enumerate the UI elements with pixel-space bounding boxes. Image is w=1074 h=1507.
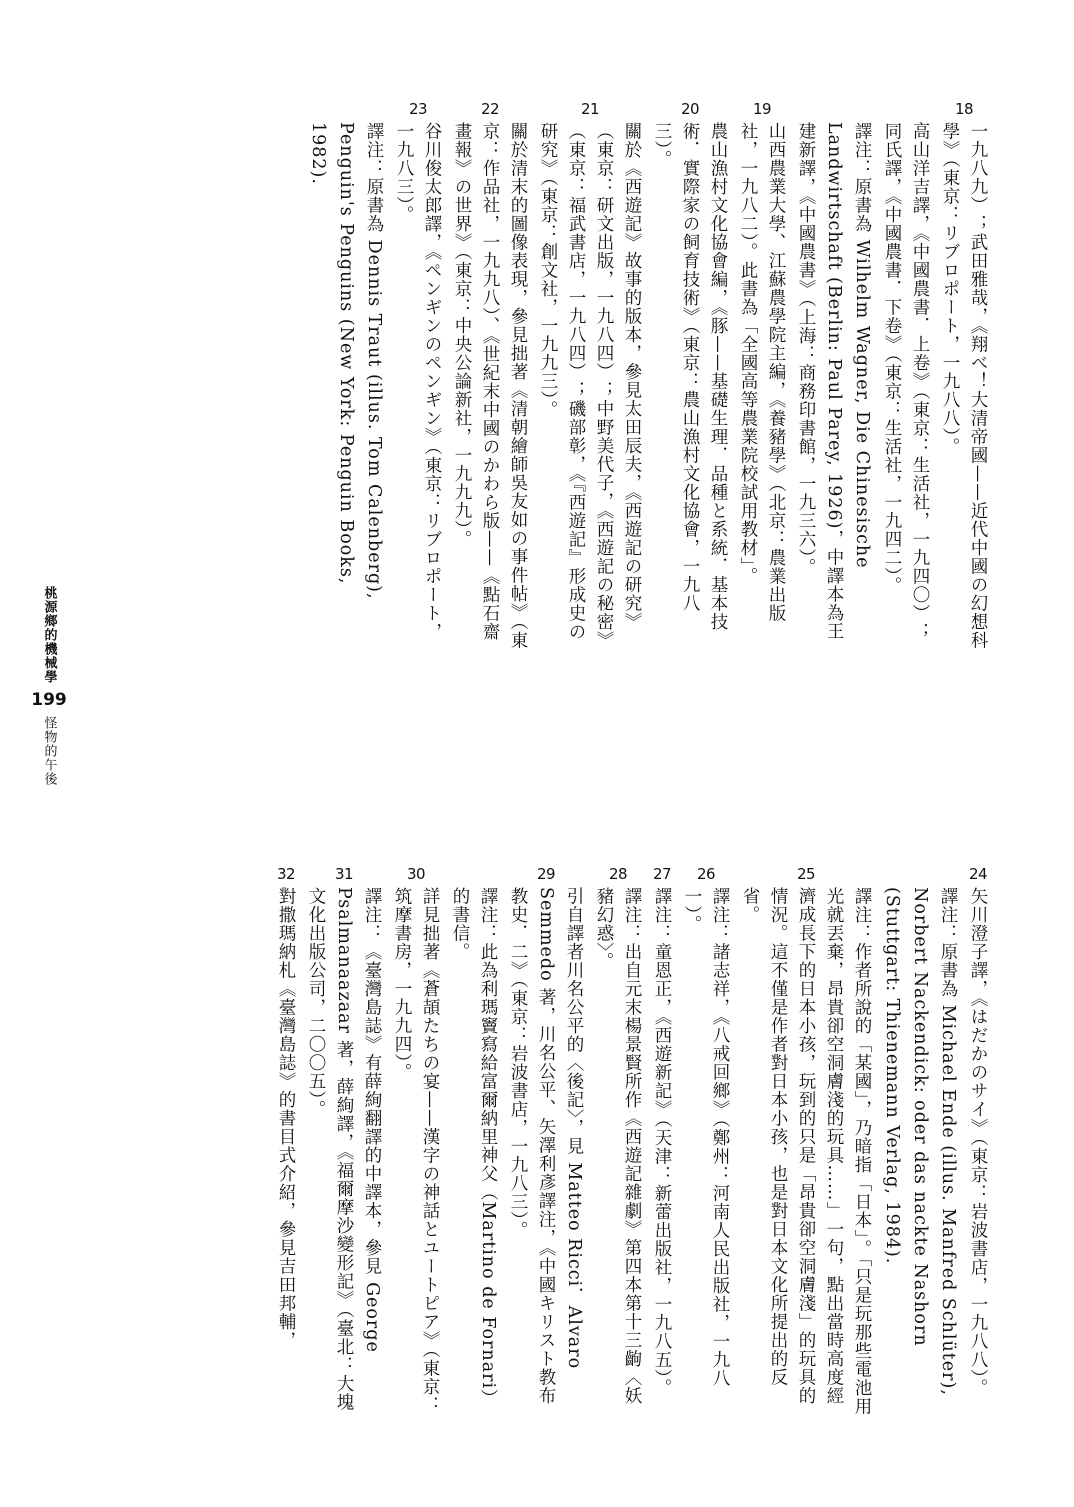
footnote [272, 865, 300, 1417]
footnote-number: 19 [752, 100, 772, 118]
footnote [878, 865, 962, 1417]
footnote-number: 23 [408, 100, 428, 118]
footnote [448, 100, 532, 652]
footnote-number: 25 [796, 865, 816, 883]
footnote [504, 865, 588, 1417]
notes-upper-block [180, 100, 992, 660]
footnote [936, 100, 992, 652]
footnote-text: 對撒瑪納札《臺灣島誌》的書目式介紹，參見吉田邦輔， [276, 887, 296, 1350]
footnote-text: 譯注：童恩正，《西遊新記》（天津：新蕾出版社，一九八五）。 [652, 887, 672, 1398]
footnote-number: 20 [680, 100, 700, 118]
footnote [792, 100, 876, 652]
notes-lower-block [130, 865, 992, 1425]
footnote [390, 100, 446, 652]
footnote-text: 關於《西遊記》故事的版本，參見太田辰夫，《西遊記の研究》（東京：研文出版，一九八四）；中野美代子，《西遊記の秘密》（東京：福武書店，一九八四）；磯部彰，《『西遊記』形成史の研究》（東京：創文社，一九九三）。 [538, 122, 642, 650]
footnote-number: 22 [480, 100, 500, 118]
footnote-number: 21 [580, 100, 600, 118]
footnote [678, 865, 734, 1417]
footnote [648, 100, 732, 652]
footnote-number: 29 [536, 865, 556, 883]
footnote-text: 關於清末的圖像表現，參見拙著《清朝繪師吳友如の事件帖》（東京：作品社，一九九八）、《世紀末中國のかわら版——《點石齋畫報》の世界》（東京：中央公論新社，一九九九）。 [452, 122, 528, 650]
footnote-text: 高山洋吉譯，《中國農書．上卷》（東京：生活社，一九四〇）；同氏譯，《中國農書．下卷》（東京：生活社，一九四二）。 [882, 122, 930, 641]
footnote-text: 譯注：原書為 Michael Ende (illus. Manfred Schlüter), Norbert Nackendick: oder das nackte Nashorn (Stuttgart: Thienemann Verlag, 1984). [882, 887, 958, 1396]
footnote [878, 100, 934, 652]
footnote [388, 865, 444, 1417]
book-title: 桃源鄉的機械學 [41, 586, 57, 684]
footnote-text: 譯注：諸志祥，《八戒回鄉》（鄭州：河南人民出版社，一九八一）。 [682, 887, 730, 1388]
footnote-text: 一九八九）；武田雅哉，《翔べ！大清帝國——近代中國の幻想科學》（東京：リブロポート，一九八八）。 [940, 122, 988, 650]
footnote-number: 32 [276, 865, 296, 883]
footnote-text: 譯注：原書為 Dennis Traut (illus. Tom Calenberg), Penguin's Penguins (New York: Penguin Books, 1982). [308, 122, 384, 600]
footnote-text: 譯注：原書為 Wilhelm Wagner, Die Chinesische Landwirtschaft (Berlin: Paul Parey, 1926)，中譯本為王建新譯，《中國農書》（上海：商務印書館，一九三六）。 [796, 122, 872, 641]
page-number: 199 [31, 690, 67, 710]
footnote [590, 865, 646, 1417]
footnote-number: 28 [608, 865, 628, 883]
footnote-number: 31 [334, 865, 354, 883]
footnote-number: 24 [968, 865, 988, 883]
footnote-text: 譯注：作者所說的「某國」，乃暗指「日本」。「只是玩那些電池用光就丟棄，昂貴卻空洞膚淺的玩具……」一句，點出當時高度經濟成長下的日本小孩，玩到的只是「昂貴卻空洞膚淺」的玩具的情況。這不僅是作者對日本小孩，也是對日本文化所提出的反省。 [740, 887, 872, 1416]
footnote [534, 100, 646, 652]
footnote-text: 譯注：出自元末楊景賢所作《西遊記雜劇》第四本第十三齣〈妖豬幻惑〉。 [594, 887, 642, 1405]
running-head [31, 586, 67, 786]
footnote-text: 矢川澄子譯，《はだかのサイ》（東京：岩波書店，一九八八）。 [968, 887, 988, 1398]
footnote-number: 27 [652, 865, 672, 883]
footnote-text: 引自譯者川名公平的〈後記〉，見 Matteo Ricci．Alvaro Semmedo 著，川名公平、矢澤利彥譯注，《中國キリスト教布教史．二》（東京：岩波書店，一九八三）。 [508, 887, 584, 1405]
footnote-text: 詳見拙著《蒼頡たちの宴——漢字の神話とユートピア》（東京：筑摩書房，一九九四）。 [392, 887, 440, 1415]
footnote-text: 谷川俊太郎譯，《ペンギンのペンギン》（東京：リブロポート，一九八三）。 [394, 122, 442, 641]
footnote-text: 譯注：《臺灣島誌》有薛絢翻譯的中譯本，參見 George Psalmanaazaar 著，薛絢譯，《福爾摩沙變形記》（臺北：大塊文化出版公司，二〇〇五）。 [306, 887, 382, 1412]
footnote [304, 100, 388, 652]
footnote-number: 30 [406, 865, 426, 883]
footnote [736, 865, 876, 1417]
footnote [964, 865, 992, 1417]
footnote-number: 18 [954, 100, 974, 118]
footnote-text: 譯注：此為利瑪竇寫給富爾納里神父（Martino de Fornari）的書信。 [450, 887, 498, 1408]
footnote-text: 農山漁村文化協會編，《豚——基礎生理．品種と系統．基本技術．實際家の飼育技術》（東京：農山漁村文化協會，一九八三）。 [652, 122, 728, 632]
footnote [648, 865, 676, 1417]
footnote-number: 26 [696, 865, 716, 883]
chapter-title: 怪物的午後 [41, 716, 57, 786]
footnote [446, 865, 502, 1417]
footnote [734, 100, 790, 652]
footnote [302, 865, 386, 1417]
footnote-text: 山西農業大學、江蘇農學院主編，《養豬學》（北京：農業出版社，一九八二）。此書為「全國高等農業院校試用教材」。 [738, 122, 786, 623]
